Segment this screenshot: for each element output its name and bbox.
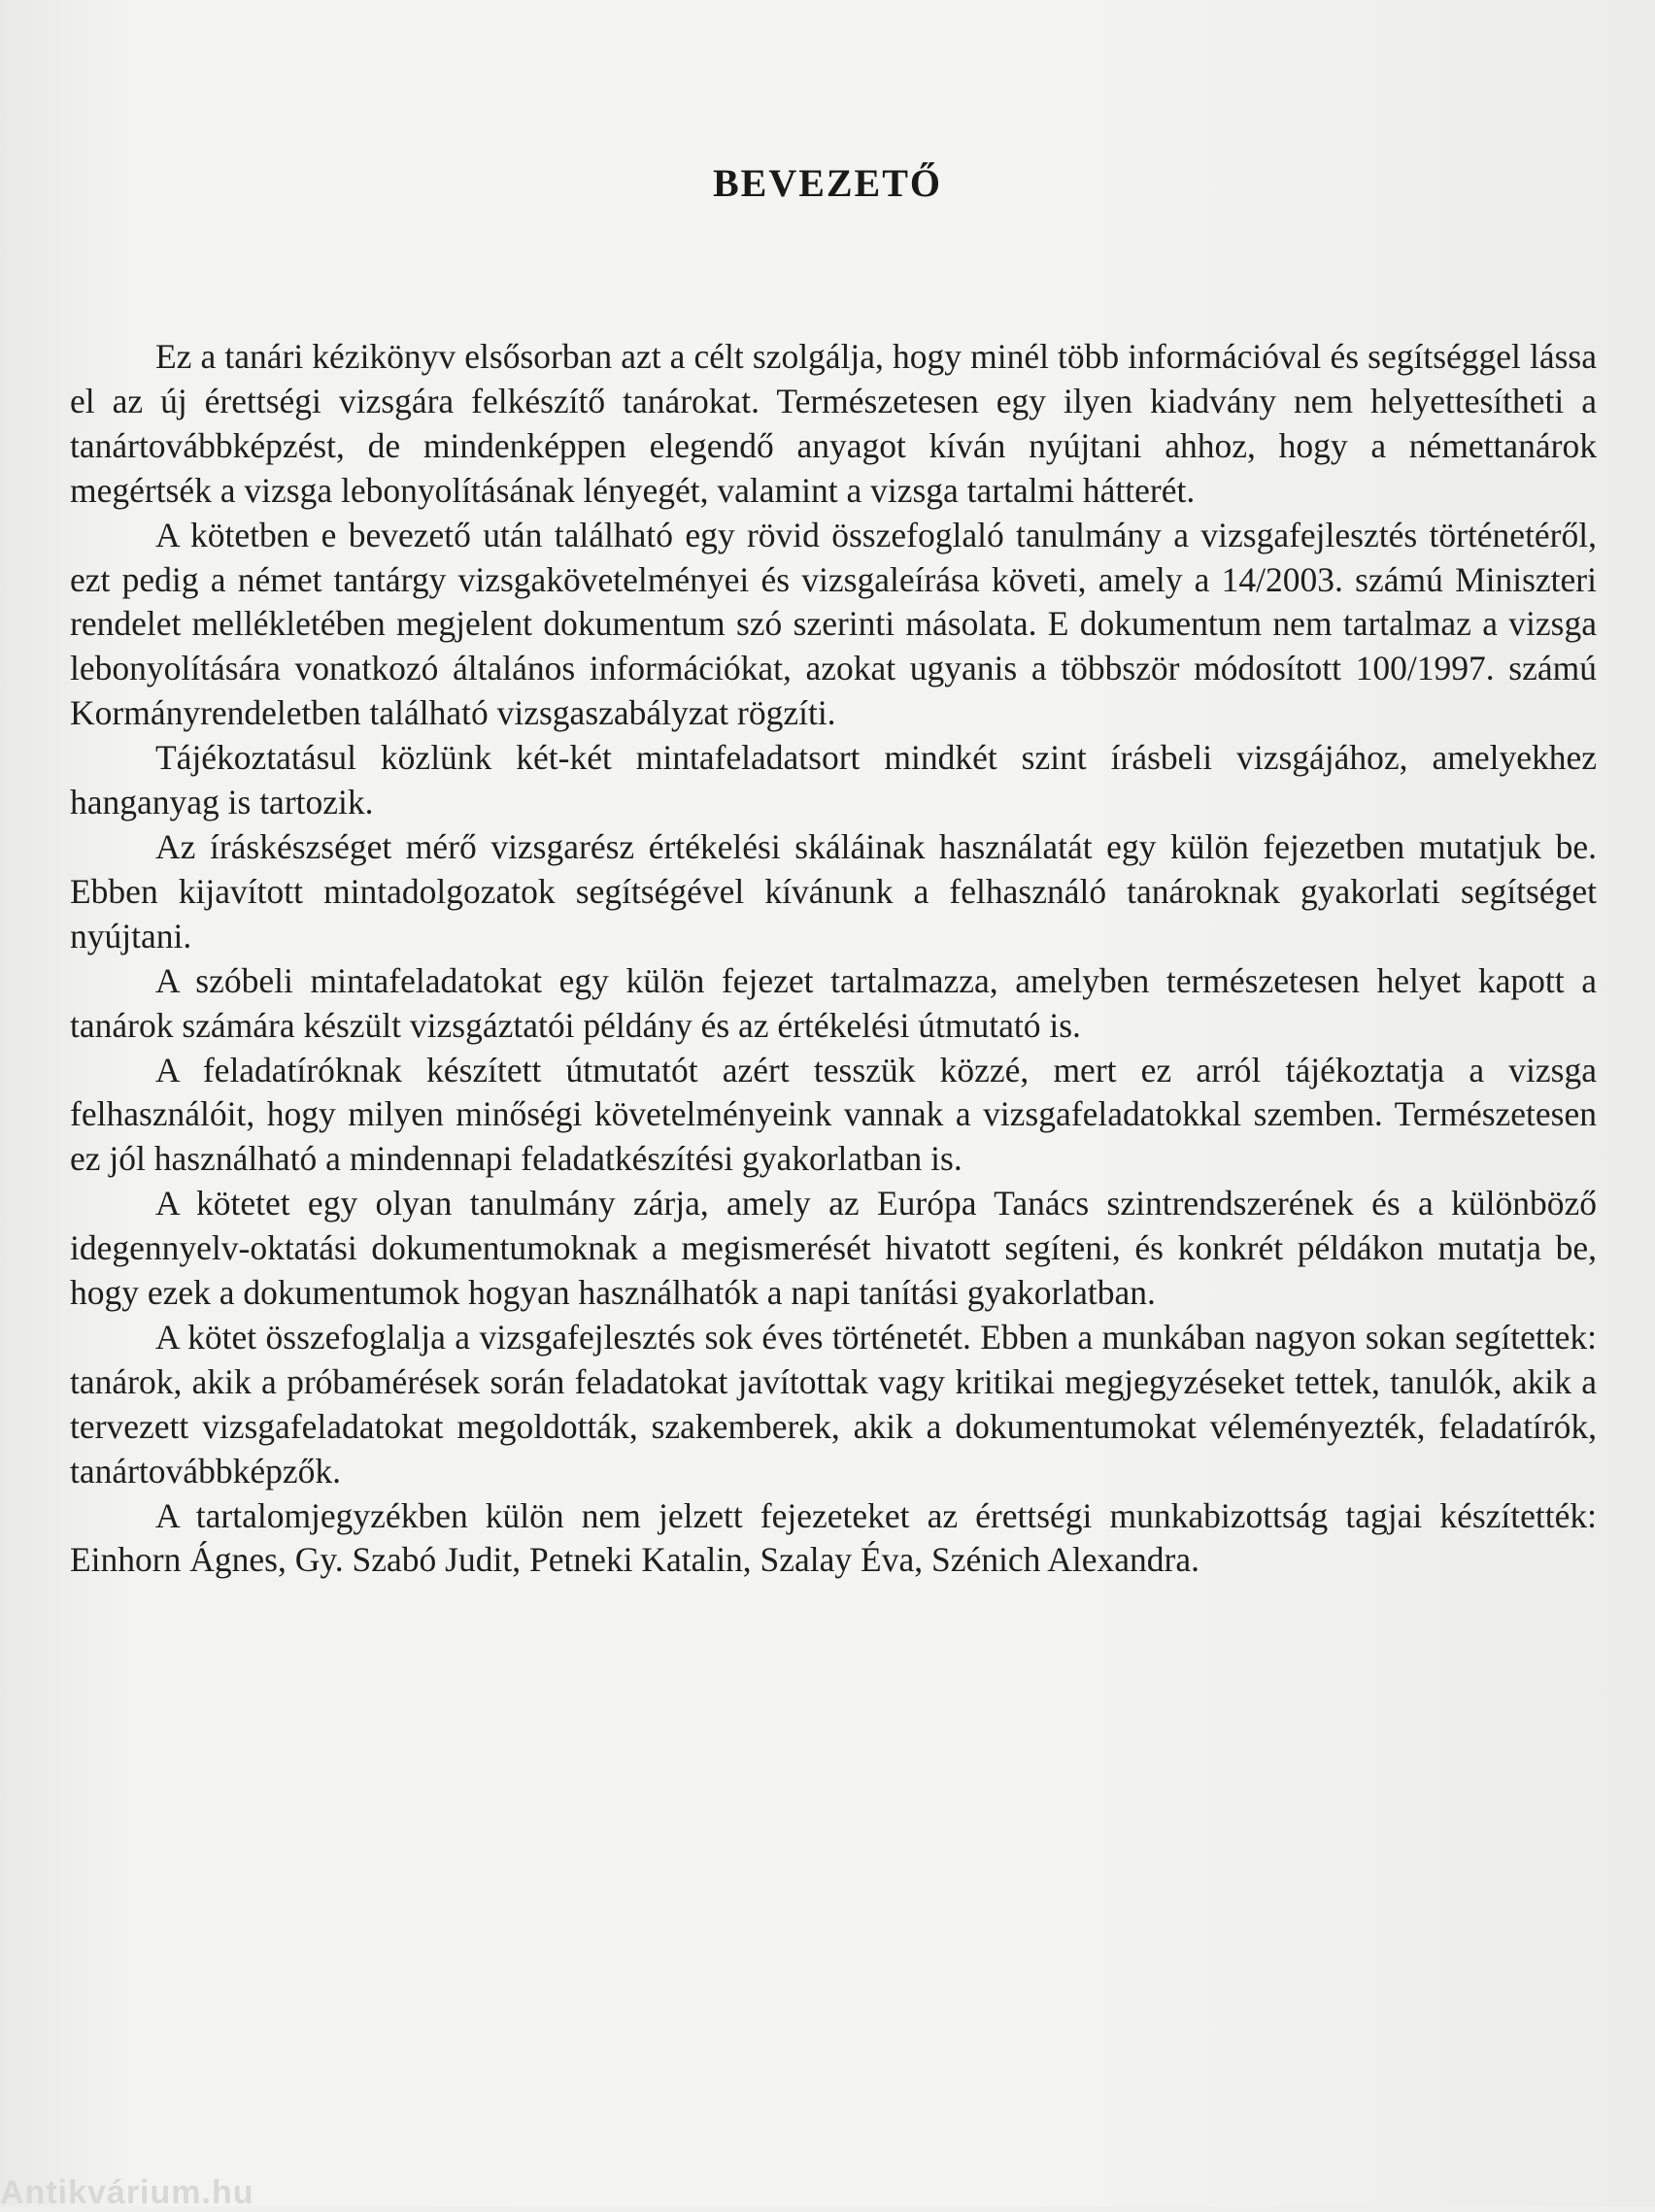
paragraph: A kötetet egy olyan tanulmány zárja, amely az Európa Tanács szintrendszerének és a különböző idegennyelv-oktatási dokumentumoknak a megismerését hivatott segíteni, és konkrét példákon mutatja be, hogy ezek a dokumentumok hogyan használhatók a napi tanítási gyakorlatban. (70, 1184, 1597, 1313)
paragraph: A tartalomjegyzékben külön nem jelzett fejezeteket az érettségi munkabizottság tagjai készítették: Einhorn Ágnes, Gy. Szabó Judit, Petneki Katalin, Szalay Éva, Szénich Alexandra. (70, 1495, 1597, 1580)
page-title: BEVEZETŐ (712, 161, 943, 205)
paragraph: A feladatíróknak készített útmutatót azért tesszük közzé, mert ez arról tájékoztatja a vizsga felhasználóit, hogy milyen minőségi követelményeink vannak a vizsgafeladatokkal szemben. Természetesen ez jól használható a mindennapi feladatkészítési gyakorlatban is. (70, 1050, 1597, 1179)
paragraph: Az íráskészséget mérő vizsgarész értékelési skáláinak használatát egy külön fejezetben mutatjuk be. Ebben kijavított mintadolgozatok segítségével kívánunk a felhasználó tanároknak gyakorlati segítséget nyújtani. (70, 826, 1597, 955)
paragraph: A kötet összefoglalja a vizsgafejlesztés sok éves történetét. Ebben a munkában nagyon sokan segítettek: tanárok, akik a próbamérések során feladatokat javítottak vagy kritikai megjegyzéseket tettek, tanulók, akik a tervezett vizsgafeladatokat megoldották, szakemberek, akik a dokumentumokat véleményezték, feladatírók, tanártovábbképzők. (70, 1317, 1597, 1491)
paragraph: Ez a tanári kézikönyv elsősorban azt a célt szolgálja, hogy minél több információval és segítséggel lássa el az új érettségi vizsgára felkészítő tanárokat. Természetesen egy ilyen kiadvány nem helyettesítheti a tanártovábbképzést, de mindenképpen elegendő anyagot kíván nyújtani ahhoz, hogy a némettanárok megértsék a vizsga lebonyolításának lényegét, valamint a vizsga tartalmi hátterét. (70, 337, 1597, 510)
watermark: Antikvárium.hu (0, 2174, 254, 2211)
paragraph: A kötetben e bevezető után található egy rövid összefoglaló tanulmány a vizsgafejlesztés történetéről, ezt pedig a német tantárgy vizsgakövetelményei és vizsgaleírása követi, amely a 14/2003. számú Miniszteri rendelet mellékletében megjelent dokumentum szó szerinti másolata. E dokumentum nem tartalmaz a vizsga lebonyolítására vonatkozó általános információkat, azokat ugyanis a többször módosított 100/1997. számú Kormányrendeletben található vizsgaszabályzat rögzíti. (70, 515, 1597, 733)
paragraph: Tájékoztatásul közlünk két-két mintafeladatsort mindkét szint írásbeli vizsgájához, amelyekhez hanganyag is tartozik. (70, 738, 1597, 822)
body-text (70, 335, 1597, 1583)
paragraph: A szóbeli mintafeladatokat egy külön fejezet tartalmazza, amelyben természetesen helyet kapott a tanárok számára készült vizsgáztatói példány és az értékelési útmutató is. (70, 960, 1597, 1045)
